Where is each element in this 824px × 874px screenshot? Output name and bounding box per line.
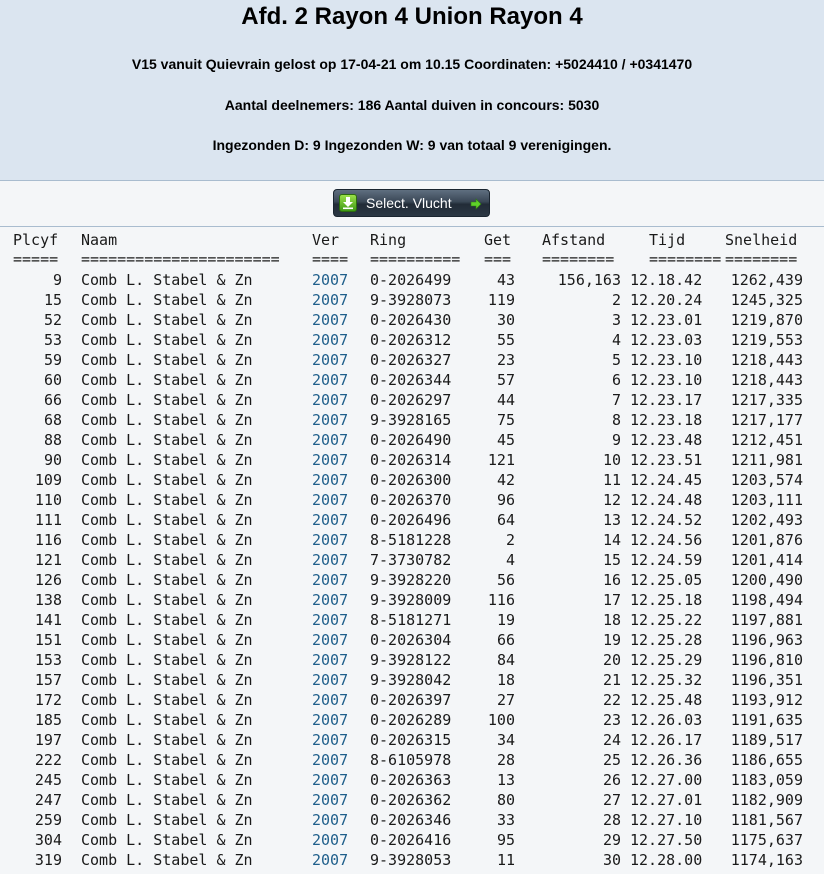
ring-cell: 9-3928042	[370, 671, 452, 689]
column-header-ver: Ver	[312, 231, 340, 249]
get-cell: 95	[496, 831, 515, 849]
ring-cell: 0-2026312	[370, 331, 452, 349]
afstand-cell: 21	[602, 671, 621, 689]
tijd-cell: 12.24.59	[630, 551, 703, 569]
naam-cell: Comb L. Stabel & Zn	[81, 551, 253, 569]
get-cell: 43	[496, 271, 515, 289]
ring-cell: 9-3928053	[370, 851, 452, 869]
get-cell: 96	[496, 491, 515, 509]
separator-afstand: ========	[542, 250, 615, 268]
select-flight-button[interactable]	[333, 189, 490, 217]
flight-info: V15 vanuit Quievrain gelost op 17-04-21 om 10.15 Coordinaten: +5024410 / +0341470	[131, 56, 693, 72]
snelheid-cell: 1211,981	[730, 451, 803, 469]
plcyf-cell: 52	[43, 311, 62, 329]
arrow-right-icon	[470, 197, 482, 215]
afstand-cell: 13	[602, 511, 621, 529]
table-row	[0, 570, 824, 590]
snelheid-cell: 1183,059	[730, 771, 803, 789]
ring-cell: 8-5181271	[370, 611, 452, 629]
table-row	[0, 410, 824, 430]
afstand-cell: 12	[602, 491, 621, 509]
table-row	[0, 430, 824, 450]
afstand-cell: 27	[602, 791, 621, 809]
plcyf-cell: 153	[34, 651, 62, 669]
get-cell: 45	[496, 431, 515, 449]
ver-link[interactable]: 2007	[312, 711, 349, 729]
naam-cell: Comb L. Stabel & Zn	[81, 831, 253, 849]
naam-cell: Comb L. Stabel & Zn	[81, 851, 253, 869]
ver-link[interactable]: 2007	[312, 771, 349, 789]
naam-cell: Comb L. Stabel & Zn	[81, 611, 253, 629]
ring-cell: 0-2026344	[370, 371, 452, 389]
column-header-get: Get	[484, 231, 512, 249]
get-cell: 13	[496, 771, 515, 789]
plcyf-cell: 138	[34, 591, 62, 609]
tijd-cell: 12.27.10	[630, 811, 703, 829]
ring-cell: 9-3928122	[370, 651, 452, 669]
tijd-cell: 12.23.01	[630, 311, 703, 329]
table-row	[0, 390, 824, 410]
table-row	[0, 750, 824, 770]
snelheid-cell: 1202,493	[730, 511, 803, 529]
column-header-tijd: Tijd	[649, 231, 686, 249]
snelheid-cell: 1217,177	[730, 411, 803, 429]
column-header-snelheid: Snelheid	[725, 231, 798, 249]
tijd-cell: 12.23.03	[630, 331, 703, 349]
ring-cell: 0-2026346	[370, 811, 452, 829]
snelheid-cell: 1201,414	[730, 551, 803, 569]
naam-cell: Comb L. Stabel & Zn	[81, 811, 253, 829]
afstand-cell: 23	[602, 711, 621, 729]
naam-cell: Comb L. Stabel & Zn	[81, 731, 253, 749]
separator-naam: ======================	[81, 250, 280, 268]
results-table	[0, 227, 824, 874]
naam-cell: Comb L. Stabel & Zn	[81, 591, 253, 609]
naam-cell: Comb L. Stabel & Zn	[81, 751, 253, 769]
afstand-cell: 25	[602, 751, 621, 769]
ring-cell: 0-2026370	[370, 491, 452, 509]
ver-link[interactable]: 2007	[312, 531, 349, 549]
plcyf-cell: 197	[34, 731, 62, 749]
table-separator-row	[0, 249, 824, 269]
afstand-cell: 3	[611, 311, 621, 329]
tijd-cell: 12.26.17	[630, 731, 703, 749]
get-cell: 4	[505, 551, 515, 569]
table-row	[0, 310, 824, 330]
ring-cell: 0-2026327	[370, 351, 452, 369]
tijd-cell: 12.18.42	[630, 271, 703, 289]
plcyf-cell: 88	[43, 431, 62, 449]
table-header-row	[0, 230, 824, 250]
plcyf-cell: 66	[43, 391, 62, 409]
tijd-cell: 12.23.48	[630, 431, 703, 449]
entries-info: Ingezonden D: 9 Ingezonden W: 9 van totaal 9 verenigingen.	[212, 137, 612, 153]
snelheid-cell: 1203,574	[730, 471, 803, 489]
ring-cell: 0-2026416	[370, 831, 452, 849]
table-row	[0, 810, 824, 830]
table-row	[0, 830, 824, 850]
get-cell: 28	[496, 751, 515, 769]
get-cell: 19	[496, 611, 515, 629]
get-cell: 66	[496, 631, 515, 649]
tijd-cell: 12.25.32	[630, 671, 703, 689]
table-row	[0, 350, 824, 370]
afstand-cell: 15	[602, 551, 621, 569]
afstand-cell: 10	[602, 451, 621, 469]
snelheid-cell: 1245,325	[730, 291, 803, 309]
afstand-cell: 11	[602, 471, 621, 489]
get-cell: 33	[496, 811, 515, 829]
column-header-ring: Ring	[370, 231, 407, 249]
naam-cell: Comb L. Stabel & Zn	[81, 411, 253, 429]
plcyf-cell: 68	[43, 411, 62, 429]
naam-cell: Comb L. Stabel & Zn	[81, 331, 253, 349]
get-cell: 116	[487, 591, 515, 609]
table-row	[0, 330, 824, 350]
snelheid-cell: 1197,881	[730, 611, 803, 629]
ver-link[interactable]: 2007	[312, 511, 349, 529]
plcyf-cell: 185	[34, 711, 62, 729]
plcyf-cell: 222	[34, 751, 62, 769]
table-row	[0, 510, 824, 530]
tijd-cell: 12.20.24	[630, 291, 703, 309]
get-cell: 42	[496, 471, 515, 489]
ver-link[interactable]: 2007	[312, 351, 349, 369]
plcyf-cell: 9	[52, 271, 62, 289]
table-row	[0, 590, 824, 610]
get-cell: 18	[496, 671, 515, 689]
snelheid-cell: 1203,111	[730, 491, 803, 509]
naam-cell: Comb L. Stabel & Zn	[81, 711, 253, 729]
ver-link[interactable]: 2007	[312, 751, 349, 769]
ver-link[interactable]: 2007	[312, 691, 349, 709]
ring-cell: 0-2026363	[370, 771, 452, 789]
naam-cell: Comb L. Stabel & Zn	[81, 491, 253, 509]
tijd-cell: 12.26.03	[630, 711, 703, 729]
snelheid-cell: 1175,637	[730, 831, 803, 849]
tijd-cell: 12.27.50	[630, 831, 703, 849]
get-cell: 119	[487, 291, 515, 309]
plcyf-cell: 245	[34, 771, 62, 789]
snelheid-cell: 1201,876	[730, 531, 803, 549]
separator-ring: ==========	[370, 250, 461, 268]
table-row	[0, 550, 824, 570]
tijd-cell: 12.25.05	[630, 571, 703, 589]
snelheid-cell: 1196,810	[730, 651, 803, 669]
plcyf-cell: 304	[34, 831, 62, 849]
snelheid-cell: 1218,443	[730, 371, 803, 389]
ver-link[interactable]: 2007	[312, 591, 349, 609]
get-cell: 23	[496, 351, 515, 369]
ring-cell: 0-2026304	[370, 631, 452, 649]
get-cell: 121	[487, 451, 515, 469]
get-cell: 2	[505, 531, 515, 549]
plcyf-cell: 247	[34, 791, 62, 809]
table-row	[0, 670, 824, 690]
ver-link[interactable]: 2007	[312, 451, 349, 469]
naam-cell: Comb L. Stabel & Zn	[81, 451, 253, 469]
tijd-cell: 12.27.01	[630, 791, 703, 809]
ring-cell: 0-2026300	[370, 471, 452, 489]
table-row	[0, 370, 824, 390]
ver-link[interactable]: 2007	[312, 371, 349, 389]
naam-cell: Comb L. Stabel & Zn	[81, 351, 253, 369]
afstand-cell: 24	[602, 731, 621, 749]
plcyf-cell: 172	[34, 691, 62, 709]
ring-cell: 0-2026362	[370, 791, 452, 809]
ver-link[interactable]: 2007	[312, 491, 349, 509]
afstand-cell: 29	[602, 831, 621, 849]
get-cell: 56	[496, 571, 515, 589]
snelheid-cell: 1196,351	[730, 671, 803, 689]
table-row	[0, 610, 824, 630]
ring-cell: 0-2026490	[370, 431, 452, 449]
naam-cell: Comb L. Stabel & Zn	[81, 571, 253, 589]
tijd-cell: 12.23.51	[630, 451, 703, 469]
snelheid-cell: 1212,451	[730, 431, 803, 449]
tijd-cell: 12.24.48	[630, 491, 703, 509]
plcyf-cell: 141	[34, 611, 62, 629]
tijd-cell: 12.24.45	[630, 471, 703, 489]
ver-link[interactable]: 2007	[312, 811, 349, 829]
plcyf-cell: 109	[34, 471, 62, 489]
afstand-cell: 14	[602, 531, 621, 549]
ver-link[interactable]: 2007	[312, 731, 349, 749]
ring-cell: 0-2026315	[370, 731, 452, 749]
snelheid-cell: 1181,567	[730, 811, 803, 829]
tijd-cell: 12.25.28	[630, 631, 703, 649]
snelheid-cell: 1198,494	[730, 591, 803, 609]
table-row	[0, 270, 824, 290]
ver-link[interactable]: 2007	[312, 611, 349, 629]
ver-link[interactable]: 2007	[312, 391, 349, 409]
separator-ver: ====	[312, 250, 349, 268]
tijd-cell: 12.28.00	[630, 851, 703, 869]
tijd-cell: 12.24.52	[630, 511, 703, 529]
afstand-cell: 18	[602, 611, 621, 629]
column-header-plcyf: Plcyf	[13, 231, 59, 249]
plcyf-cell: 15	[43, 291, 62, 309]
column-header-naam: Naam	[81, 231, 118, 249]
naam-cell: Comb L. Stabel & Zn	[81, 631, 253, 649]
get-cell: 100	[487, 711, 515, 729]
naam-cell: Comb L. Stabel & Zn	[81, 651, 253, 669]
participants-info: Aantal deelnemers: 186 Aantal duiven in concours: 5030	[224, 97, 600, 113]
ver-link[interactable]: 2007	[312, 651, 349, 669]
tijd-cell: 12.25.29	[630, 651, 703, 669]
get-cell: 75	[496, 411, 515, 429]
get-cell: 57	[496, 371, 515, 389]
ver-link[interactable]: 2007	[312, 631, 349, 649]
get-cell: 44	[496, 391, 515, 409]
snelheid-cell: 1196,963	[730, 631, 803, 649]
snelheid-cell: 1193,912	[730, 691, 803, 709]
table-row	[0, 730, 824, 750]
ver-link[interactable]: 2007	[312, 311, 349, 329]
naam-cell: Comb L. Stabel & Zn	[81, 691, 253, 709]
download-icon	[339, 194, 357, 212]
snelheid-cell: 1262,439	[730, 271, 803, 289]
naam-cell: Comb L. Stabel & Zn	[81, 311, 253, 329]
tijd-cell: 12.23.10	[630, 371, 703, 389]
ver-link[interactable]: 2007	[312, 851, 349, 869]
ver-link[interactable]: 2007	[312, 291, 349, 309]
table-row	[0, 450, 824, 470]
afstand-cell: 9	[611, 431, 621, 449]
afstand-cell: 2	[611, 291, 621, 309]
afstand-cell: 22	[602, 691, 621, 709]
table-row	[0, 770, 824, 790]
plcyf-cell: 151	[34, 631, 62, 649]
table-row	[0, 710, 824, 730]
ver-link[interactable]: 2007	[312, 431, 349, 449]
plcyf-cell: 157	[34, 671, 62, 689]
snelheid-cell: 1174,163	[730, 851, 803, 869]
afstand-cell: 19	[602, 631, 621, 649]
ver-link[interactable]: 2007	[312, 571, 349, 589]
plcyf-cell: 319	[34, 851, 62, 869]
plcyf-cell: 90	[43, 451, 62, 469]
ring-cell: 8-5181228	[370, 531, 452, 549]
snelheid-cell: 1217,335	[730, 391, 803, 409]
naam-cell: Comb L. Stabel & Zn	[81, 271, 253, 289]
afstand-cell: 5	[611, 351, 621, 369]
table-row	[0, 790, 824, 810]
tijd-cell: 12.24.56	[630, 531, 703, 549]
table-row	[0, 850, 824, 870]
naam-cell: Comb L. Stabel & Zn	[81, 671, 253, 689]
separator-plcyf: =====	[13, 250, 59, 268]
tijd-cell: 12.25.18	[630, 591, 703, 609]
naam-cell: Comb L. Stabel & Zn	[81, 471, 253, 489]
table-row	[0, 690, 824, 710]
get-cell: 80	[496, 791, 515, 809]
page-title: Afd. 2 Rayon 4 Union Rayon 4	[241, 3, 583, 30]
tijd-cell: 12.27.00	[630, 771, 703, 789]
table-row	[0, 530, 824, 550]
naam-cell: Comb L. Stabel & Zn	[81, 371, 253, 389]
get-cell: 27	[496, 691, 515, 709]
afstand-cell: 16	[602, 571, 621, 589]
naam-cell: Comb L. Stabel & Zn	[81, 531, 253, 549]
plcyf-cell: 60	[43, 371, 62, 389]
snelheid-cell: 1219,553	[730, 331, 803, 349]
plcyf-cell: 59	[43, 351, 62, 369]
snelheid-cell: 1219,870	[730, 311, 803, 329]
snelheid-cell: 1191,635	[730, 711, 803, 729]
ring-cell: 0-2026314	[370, 451, 452, 469]
snelheid-cell: 1218,443	[730, 351, 803, 369]
ring-cell: 0-2026499	[370, 271, 452, 289]
snelheid-cell: 1182,909	[730, 791, 803, 809]
afstand-cell: 20	[602, 651, 621, 669]
ring-cell: 0-2026397	[370, 691, 452, 709]
ring-cell: 9-3928073	[370, 291, 452, 309]
get-cell: 34	[496, 731, 515, 749]
afstand-cell: 26	[602, 771, 621, 789]
tijd-cell: 12.23.18	[630, 411, 703, 429]
column-header-afstand: Afstand	[542, 231, 606, 249]
afstand-cell: 8	[611, 411, 621, 429]
snelheid-cell: 1186,655	[730, 751, 803, 769]
snelheid-cell: 1189,517	[730, 731, 803, 749]
separator-tijd: ========	[649, 250, 722, 268]
get-cell: 55	[496, 331, 515, 349]
tijd-cell: 12.25.48	[630, 691, 703, 709]
ver-link[interactable]: 2007	[312, 411, 349, 429]
ring-cell: 0-2026496	[370, 511, 452, 529]
afstand-cell: 7	[611, 391, 621, 409]
naam-cell: Comb L. Stabel & Zn	[81, 791, 253, 809]
afstand-cell: 156,163	[557, 271, 621, 289]
ring-cell: 9-3928009	[370, 591, 452, 609]
ver-link[interactable]: 2007	[312, 271, 349, 289]
get-cell: 64	[496, 511, 515, 529]
naam-cell: Comb L. Stabel & Zn	[81, 291, 253, 309]
plcyf-cell: 259	[34, 811, 62, 829]
ver-link[interactable]: 2007	[312, 671, 349, 689]
ver-link[interactable]: 2007	[312, 331, 349, 349]
results-header	[0, 0, 824, 181]
get-cell: 84	[496, 651, 515, 669]
plcyf-cell: 126	[34, 571, 62, 589]
ring-cell: 0-2026289	[370, 711, 452, 729]
naam-cell: Comb L. Stabel & Zn	[81, 771, 253, 789]
ver-link[interactable]: 2007	[312, 791, 349, 809]
ver-link[interactable]: 2007	[312, 471, 349, 489]
ring-cell: 0-2026297	[370, 391, 452, 409]
table-row	[0, 490, 824, 510]
table-row	[0, 470, 824, 490]
table-row	[0, 630, 824, 650]
table-row	[0, 290, 824, 310]
separator-get: ===	[484, 250, 512, 268]
ring-cell: 9-3928165	[370, 411, 452, 429]
tijd-cell: 12.23.10	[630, 351, 703, 369]
ring-cell: 0-2026430	[370, 311, 452, 329]
snelheid-cell: 1200,490	[730, 571, 803, 589]
plcyf-cell: 53	[43, 331, 62, 349]
get-cell: 30	[496, 311, 515, 329]
get-cell: 11	[496, 851, 515, 869]
tijd-cell: 12.23.17	[630, 391, 703, 409]
ring-cell: 8-6105978	[370, 751, 452, 769]
ver-link[interactable]: 2007	[312, 831, 349, 849]
afstand-cell: 28	[602, 811, 621, 829]
separator-snelheid: ========	[725, 250, 798, 268]
table-row	[0, 650, 824, 670]
plcyf-cell: 116	[34, 531, 62, 549]
naam-cell: Comb L. Stabel & Zn	[81, 431, 253, 449]
ring-cell: 7-3730782	[370, 551, 452, 569]
plcyf-cell: 111	[34, 511, 62, 529]
ring-cell: 9-3928220	[370, 571, 452, 589]
ver-link[interactable]: 2007	[312, 551, 349, 569]
select-flight-label: Select. Vlucht	[366, 195, 452, 211]
naam-cell: Comb L. Stabel & Zn	[81, 511, 253, 529]
naam-cell: Comb L. Stabel & Zn	[81, 391, 253, 409]
tijd-cell: 12.25.22	[630, 611, 703, 629]
afstand-cell: 4	[611, 331, 621, 349]
afstand-cell: 17	[602, 591, 621, 609]
afstand-cell: 6	[611, 371, 621, 389]
plcyf-cell: 110	[34, 491, 62, 509]
plcyf-cell: 121	[34, 551, 62, 569]
tijd-cell: 12.26.36	[630, 751, 703, 769]
afstand-cell: 30	[602, 851, 621, 869]
toolbar	[0, 181, 824, 227]
